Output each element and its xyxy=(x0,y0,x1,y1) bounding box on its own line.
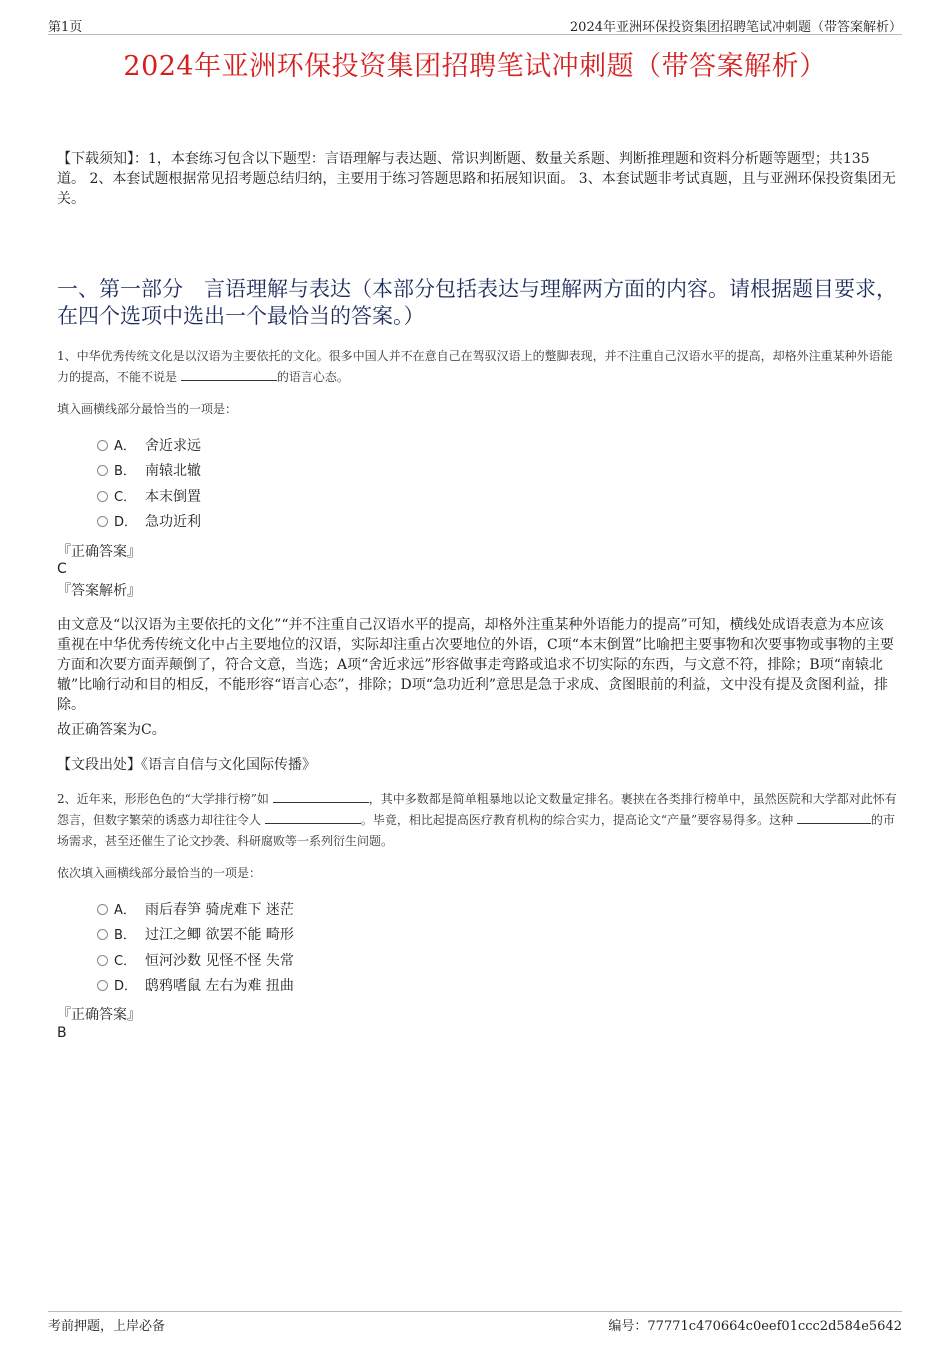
header-doc-title: 2024年亚洲环保投资集团招聘笔试冲刺题（带答案解析） xyxy=(569,20,902,35)
radio-icon[interactable] xyxy=(97,955,108,966)
radio-icon[interactable] xyxy=(97,980,108,991)
q1-option-b[interactable]: B． 南辕北辙 xyxy=(97,460,201,482)
q1-conclusion: 故正确答案为C。 xyxy=(57,722,166,738)
q1-option-a[interactable]: A． 舍近求远 xyxy=(97,435,201,457)
q1-source: 【文段出处】《语言自信与文化国际传播》 xyxy=(57,757,316,773)
q2-option-d[interactable]: D． 鸱鸦嗜鼠 左右为难 扭曲 xyxy=(97,975,294,997)
radio-icon[interactable] xyxy=(97,516,108,527)
footer-slogan: 考前押题，上岸必备 xyxy=(48,1319,166,1334)
question-1-prompt: 填入画横线部分最恰当的一项是： xyxy=(57,402,238,416)
q1-answer: C xyxy=(57,561,67,577)
radio-icon[interactable] xyxy=(97,491,108,502)
radio-icon[interactable] xyxy=(97,465,108,476)
q1-analysis: 由文意及“以汉语为主要依托的文化”“并不注重自己汉语水平的提高，却格外注重某种外语能力的提高”可知，横线处成语表意为本应该重视在中华优秀传统文化中占主要地位的汉语，实际却注重占次要地位的外语，C项“本末倒置”比喻把主要事物和次要事物或事物的主要方面和次要方面弄颠倒了，符合文意，当选；A项“舍近求远”形容做事走弯路或追求不切实际的东西，与文意不符，排除；B项“南辕北辙”比喻行动和目的相反，不能形容“语言心态”，排除；D项“急功近利”意思是急于求成、贪图眼前的利益，文中没有提及贪图利益，排除。 xyxy=(57,617,895,713)
q1-analysis-label: 『答案解析』 xyxy=(57,583,141,599)
page-number: 第1页 xyxy=(48,20,83,35)
question-1-text: 1、中华优秀传统文化是以汉语为主要依托的文化。很多中国人并不在意自己在驾驭汉语上的蹩脚表现，并不注重自己汉语水平的提高，却格外注重某种外语能力的提高，不能不说是 的语言心态。 xyxy=(57,349,893,384)
page-footer xyxy=(48,1311,902,1334)
answer-blank xyxy=(265,811,361,824)
q1-answer-label: 『正确答案』 xyxy=(57,544,141,560)
radio-icon[interactable] xyxy=(97,929,108,940)
q1-option-d[interactable]: D． 急功近利 xyxy=(97,511,201,533)
answer-blank xyxy=(273,790,369,803)
section-title: 一、第一部分 言语理解与表达（本部分包括表达与理解两方面的内容。请根据题目要求，在四个选项中选出一个最恰当的答案。） xyxy=(57,277,897,328)
question-2-text: 2、近年来，形形色色的“大学排行榜”如 ，其中多数都是简单粗暴地以论文数量定排名。裹挟在各类排行榜单中，虽然医院和大学都对此怀有怨言，但数字繁荣的诱惑力却往往令人 。毕竟，相比起提高医疗教育机构的综合实力，提高论文“产量”要容易得多。这种 的市场需求，甚至还催生了论文抄袭、科研腐败等一系列衍生问题。 xyxy=(57,792,897,848)
answer-blank xyxy=(797,811,871,824)
answer-blank xyxy=(181,368,277,381)
question-2-prompt: 依次填入画横线部分最恰当的一项是： xyxy=(57,866,262,880)
radio-icon[interactable] xyxy=(97,440,108,451)
document-title: 2024年亚洲环保投资集团招聘笔试冲刺题（带答案解析） xyxy=(123,51,827,82)
page-header xyxy=(48,14,902,35)
q1-option-c[interactable]: C． 本末倒置 xyxy=(97,486,201,508)
download-notice: 【下载须知】：1，本套练习包含以下题型：言语理解与表达题、常识判断题、数量关系题、判断推理题和资料分析题等题型；共135道。 2、本套试题根据常见招考题总结归纳，主要用于练习答题思路和拓展知识面。 3、本套试题非考试真题，且与亚洲环保投资集团无关。 xyxy=(57,151,896,207)
q2-option-a[interactable]: A． 雨后春笋 骑虎难下 迷茫 xyxy=(97,899,294,921)
q2-answer: B xyxy=(57,1025,67,1041)
footer-serial: 编号：77771c470664c0eef01ccc2d584e5642 xyxy=(608,1319,902,1334)
q2-option-b[interactable]: B． 过江之鲫 欲罢不能 畸形 xyxy=(97,924,294,946)
q2-option-c[interactable]: C． 恒河沙数 见怪不怪 失常 xyxy=(97,950,294,972)
q2-answer-label: 『正确答案』 xyxy=(57,1007,141,1023)
radio-icon[interactable] xyxy=(97,904,108,915)
